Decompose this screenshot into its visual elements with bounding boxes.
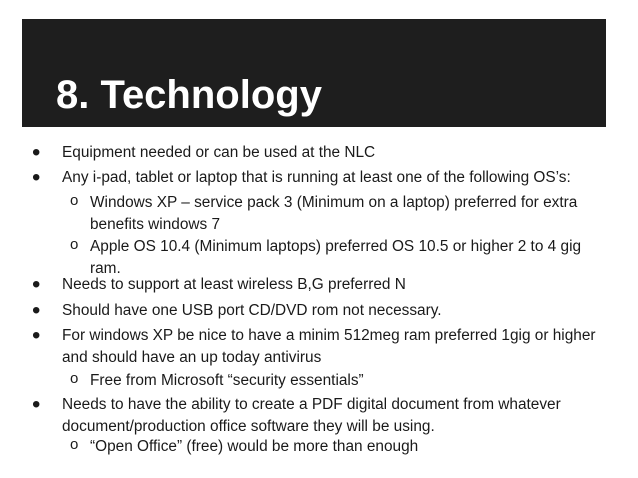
sub-bullet-text: Apple OS 10.4 (Minimum laptops) preferred OS 10.5 or higher 2 to 4 gig ram. [90, 238, 582, 277]
bullet-marker: • [32, 271, 41, 298]
bullet-marker: • [32, 164, 41, 191]
sub-bullet-text: “Open Office” (free) would be more than enough [90, 438, 419, 455]
bullet-text: Equipment needed or can be used at the NLC [62, 144, 376, 161]
bullet-text: Needs to support at least wireless B,G preferred N [62, 276, 406, 293]
bullet-marker: • [32, 322, 41, 349]
bullet-marker: • [32, 139, 41, 166]
bullet-text: Needs to have the ability to create a PDF digital document from whatever document/production office software they will be using. [62, 396, 561, 435]
slide-title: 8. Technology [56, 73, 322, 117]
bullet-text: Should have one USB port CD/DVD rom not necessary. [62, 302, 442, 319]
sub-bullet-marker: o [70, 236, 79, 253]
bullet-text: For windows XP be nice to have a minim 512meg ram preferred 1gig or higher and should have an up today antivirus [62, 327, 596, 366]
sub-bullet-text: Free from Microsoft “security essentials” [90, 372, 364, 389]
bullet-marker: • [32, 391, 41, 418]
bullet-marker: • [32, 297, 41, 324]
sub-bullet-marker: o [70, 192, 79, 209]
sub-bullet-marker: o [70, 370, 79, 387]
bullet-text: Any i-pad, tablet or laptop that is running at least one of the following OS’s: [62, 169, 571, 186]
sub-bullet-marker: o [70, 436, 79, 453]
sub-bullet-text: Windows XP – service pack 3 (Minimum on a laptop) preferred for extra benefits windows 7 [90, 194, 578, 233]
